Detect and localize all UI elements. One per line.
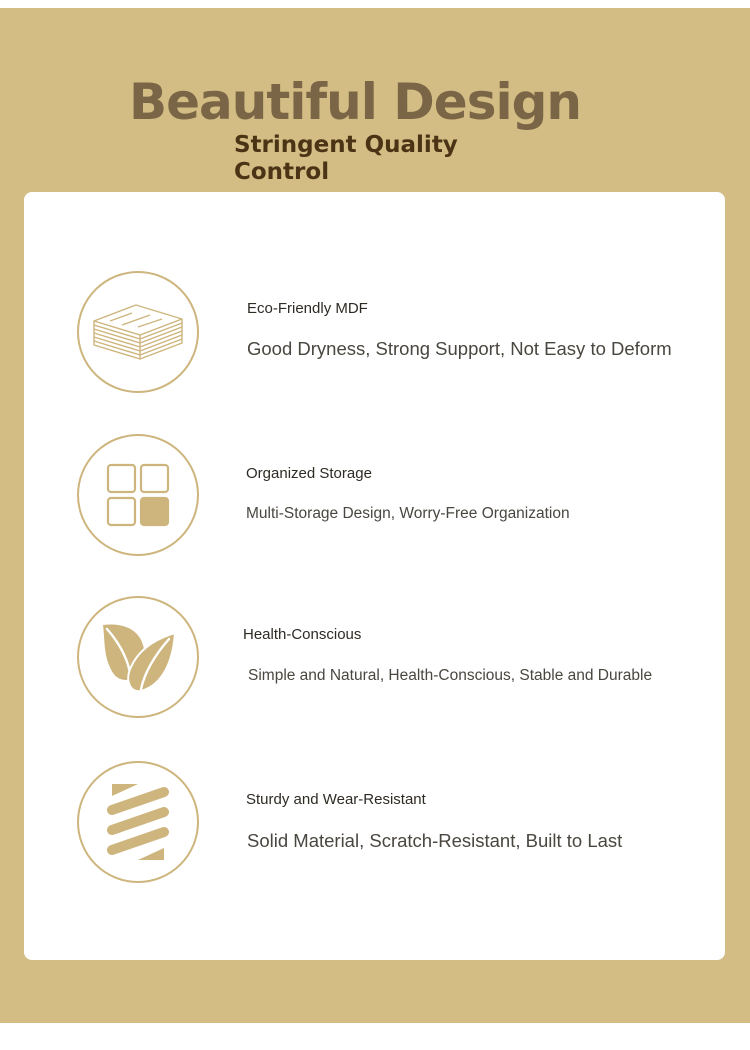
feature-description: Solid Material, Scratch-Resistant, Built to Last	[247, 830, 623, 851]
features-card	[24, 192, 725, 960]
page-subtitle: Stringent Quality Control	[234, 132, 458, 185]
feature-title: Health-Conscious	[243, 626, 362, 643]
page-title: Beautiful Design	[129, 73, 581, 131]
feature-item-health-conscious	[24, 596, 725, 726]
mdf-boards-icon	[92, 299, 184, 365]
feature-icon-circle	[77, 596, 199, 718]
feature-description: Good Dryness, Strong Support, Not Easy to Deform	[247, 338, 672, 359]
feature-item-organized-storage	[24, 434, 725, 564]
storage-grid-icon	[106, 463, 170, 527]
diagonal-stripes-icon	[106, 782, 170, 862]
page-background	[0, 8, 750, 1023]
feature-title: Organized Storage	[246, 465, 372, 482]
feature-title: Sturdy and Wear-Resistant	[246, 791, 426, 808]
feature-item-eco-friendly-mdf	[24, 271, 725, 401]
leaf-icon	[99, 619, 177, 695]
feature-title: Eco-Friendly MDF	[247, 300, 368, 317]
feature-icon-circle	[77, 434, 199, 556]
feature-item-sturdy-wear-resistant	[24, 761, 725, 891]
feature-icon-circle	[77, 761, 199, 883]
feature-description: Simple and Natural, Health-Conscious, Stable and Durable	[248, 667, 653, 684]
feature-icon-circle	[77, 271, 199, 393]
feature-description: Multi-Storage Design, Worry-Free Organization	[246, 505, 570, 522]
